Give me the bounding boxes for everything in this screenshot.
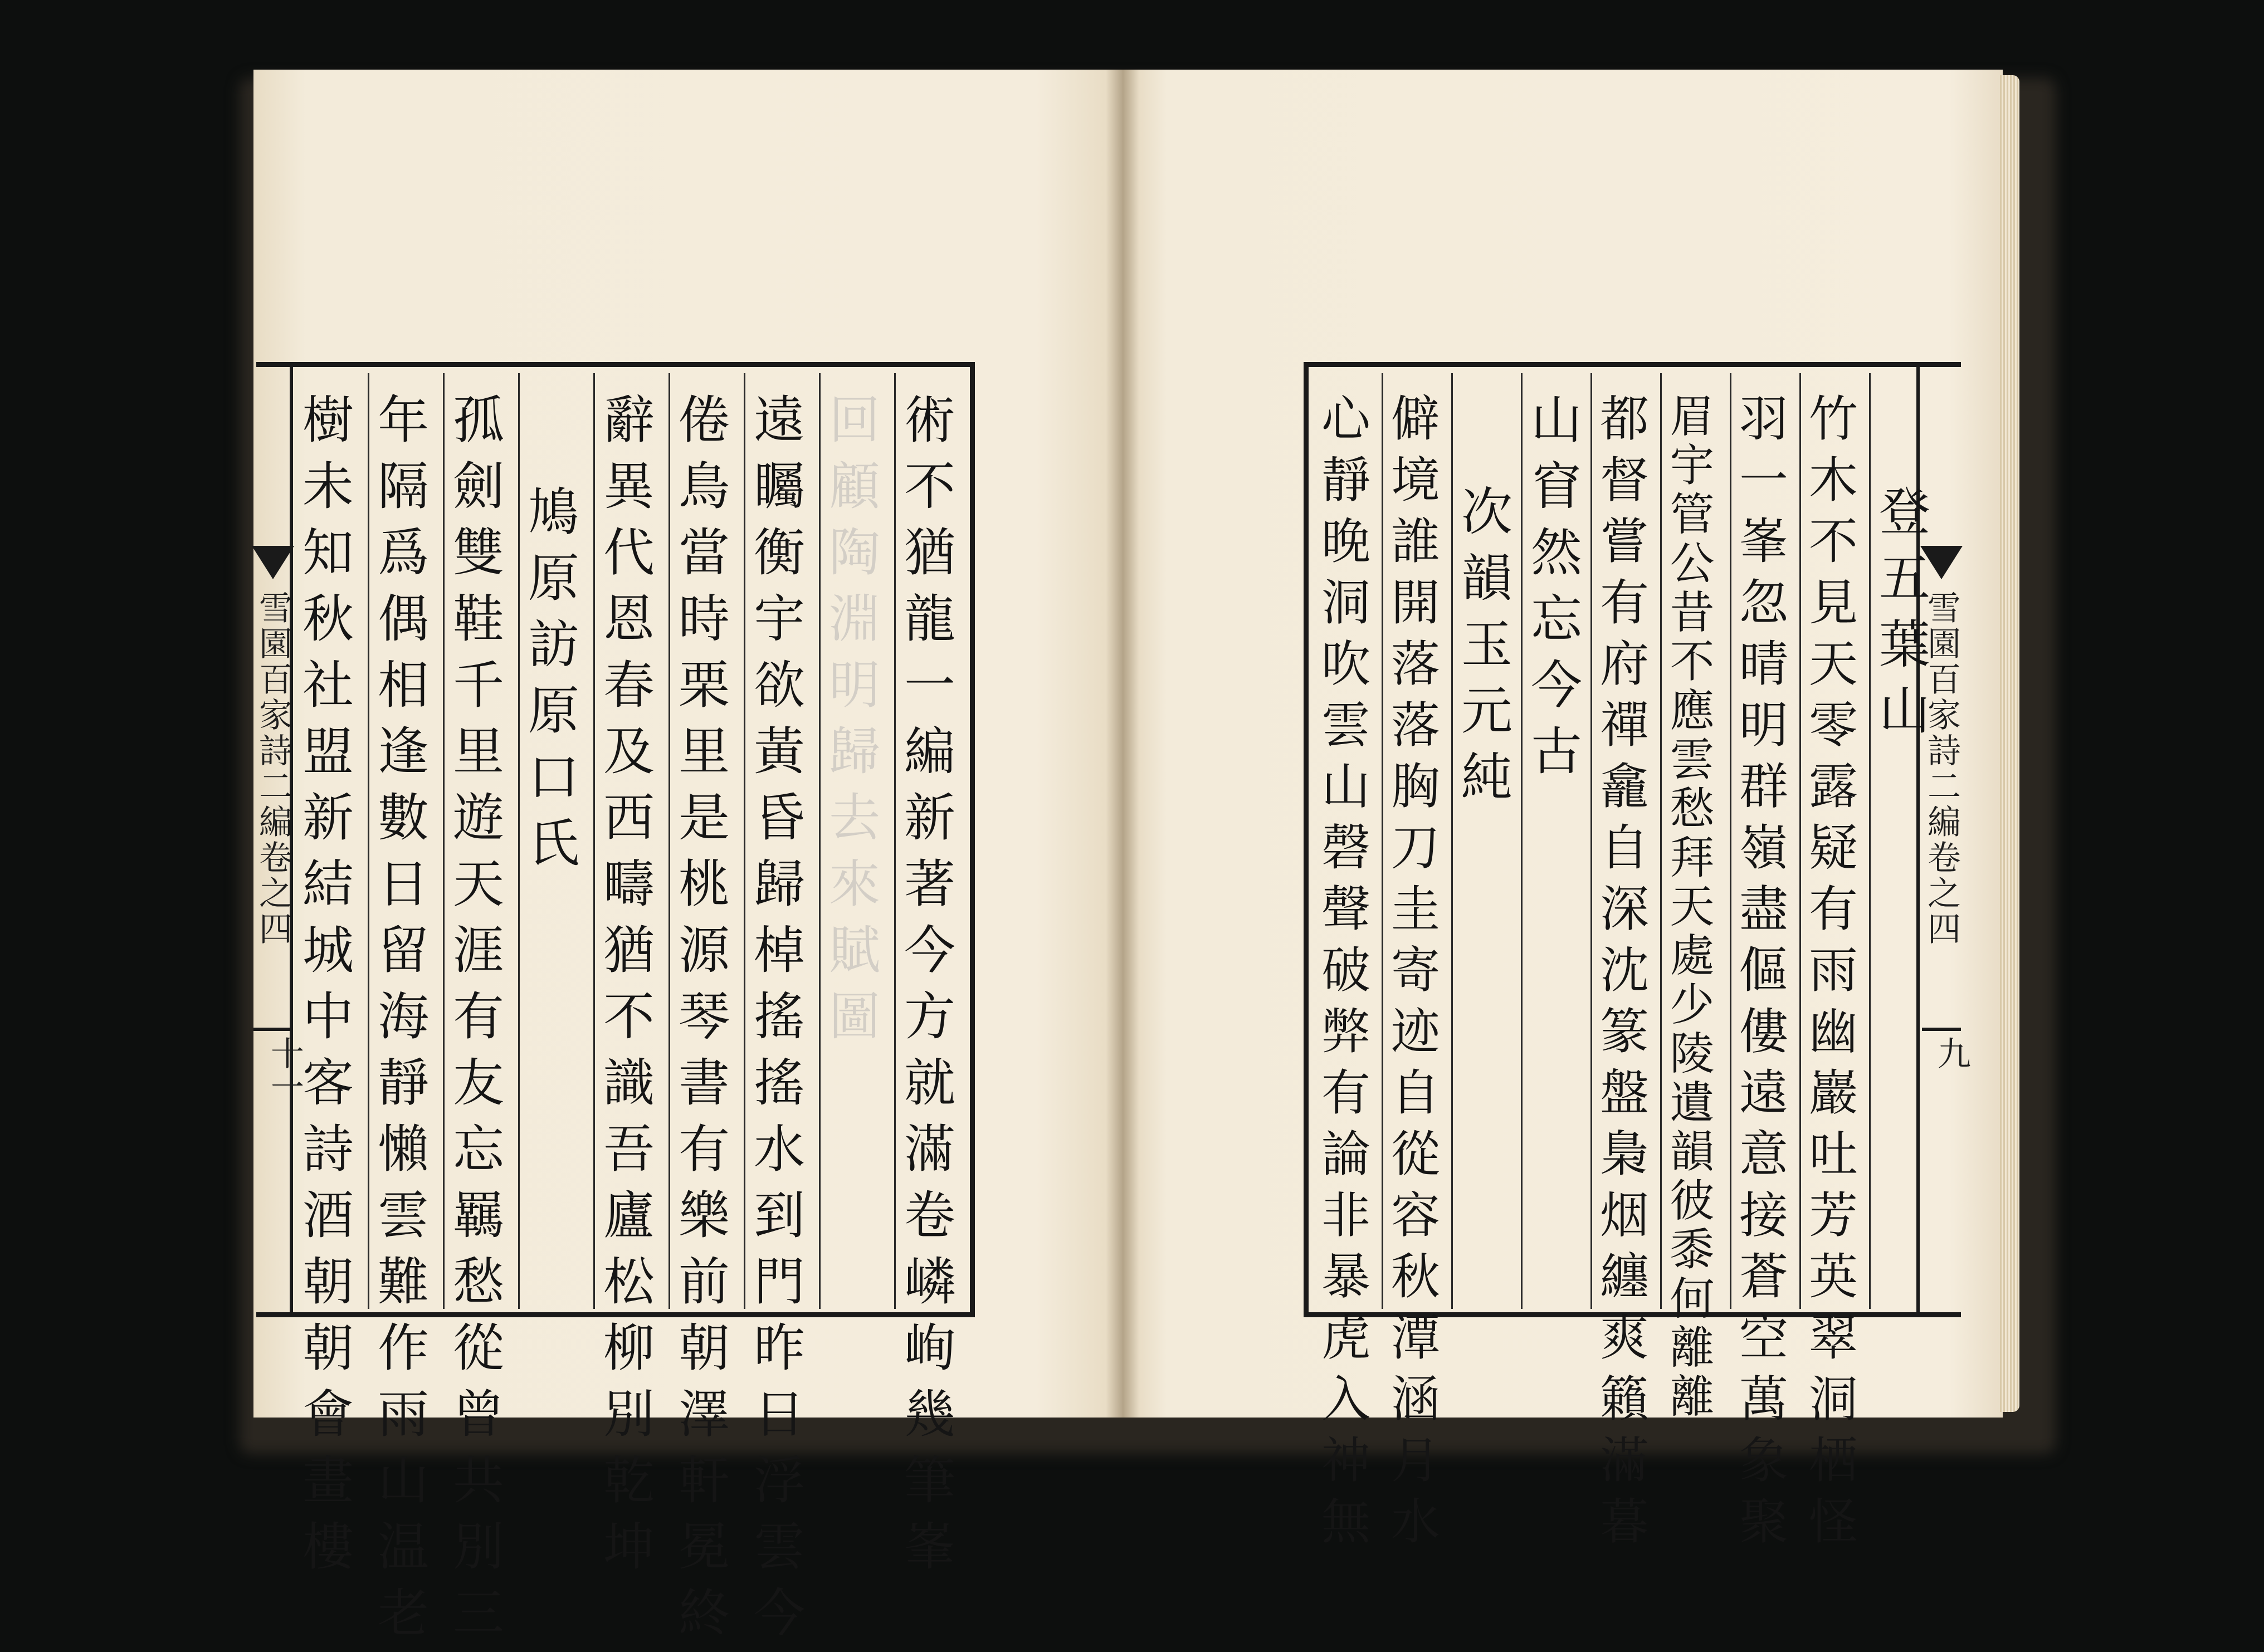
text-column: 僻境誰開落落胸刀圭寄迹自從容秋潭涵月水 xyxy=(1383,393,1441,1557)
text-column: 年隔爲偶相逢數日留海靜懶雲難作雨山温老 xyxy=(369,393,429,1652)
text-column: 孤劍雙鞋千里遊天涯有友忘羈愁從曾共別三 xyxy=(445,393,504,1652)
text-column: 遠矚衡宇欲黃昏歸棹搖搖水到門昨日浮雲今 xyxy=(745,393,805,1652)
book-gutter xyxy=(1106,70,1139,1418)
text-column: 羽一峯忽晴明群嶺盡傴僂遠意接蒼空萬象聚 xyxy=(1731,393,1789,1557)
poem-title: 登五葉山 xyxy=(1871,485,1930,750)
text-column: 都督嘗有府禪龕自深沈篆盤梟烟纏爽籟滿暮 xyxy=(1592,393,1650,1557)
right-margin-rule xyxy=(1922,1028,1961,1031)
left-margin-title: 雪園百家詩二編卷之四 xyxy=(253,590,292,947)
left-margin-rule xyxy=(253,1028,292,1031)
poem-title: 次韻玉元純 xyxy=(1453,485,1512,816)
text-column: 辭異代恩春及西疇猶不識吾廬松柳別乾坤 xyxy=(595,393,655,1586)
text-column: 心靜晚洞吹雲山磬聲破弊有論非暴虎入神無 xyxy=(1314,393,1371,1557)
page-edges xyxy=(2000,75,2019,1412)
left-margin-column xyxy=(253,368,292,1309)
column-rule xyxy=(1660,373,1662,1309)
left-page-number: 十一 xyxy=(265,1036,304,1103)
right-page-number: 九 xyxy=(1932,1036,1971,1069)
text-column: 竹木不見天零露疑有雨幽巖吐芳英翠洞栖怪 xyxy=(1801,393,1858,1557)
fish-tail-mark xyxy=(252,546,294,579)
text-column: 眉宇管公昔不應雲愁拜天處少陵遺韻彼黍何離離 xyxy=(1662,393,1714,1422)
text-column: 山窅然忘今古 xyxy=(1523,393,1582,790)
text-column: 倦鳥當時栗里是桃源琴書有樂前朝澤軒冕終 xyxy=(670,393,730,1652)
right-margin-title: 雪園百家詩二編卷之四 xyxy=(1922,590,1961,947)
text-column: 鳩原訪原口氏 xyxy=(520,485,579,882)
text-column-faint: 回顧陶淵明歸去來賦圖 xyxy=(821,393,880,1055)
text-column: 術不猶龍一編新著今方就滿卷嶙峋幾筆峯 xyxy=(896,393,955,1586)
text-column: 樹未知秋社盟新結城中客詩酒朝朝會畫樓 xyxy=(294,393,354,1586)
